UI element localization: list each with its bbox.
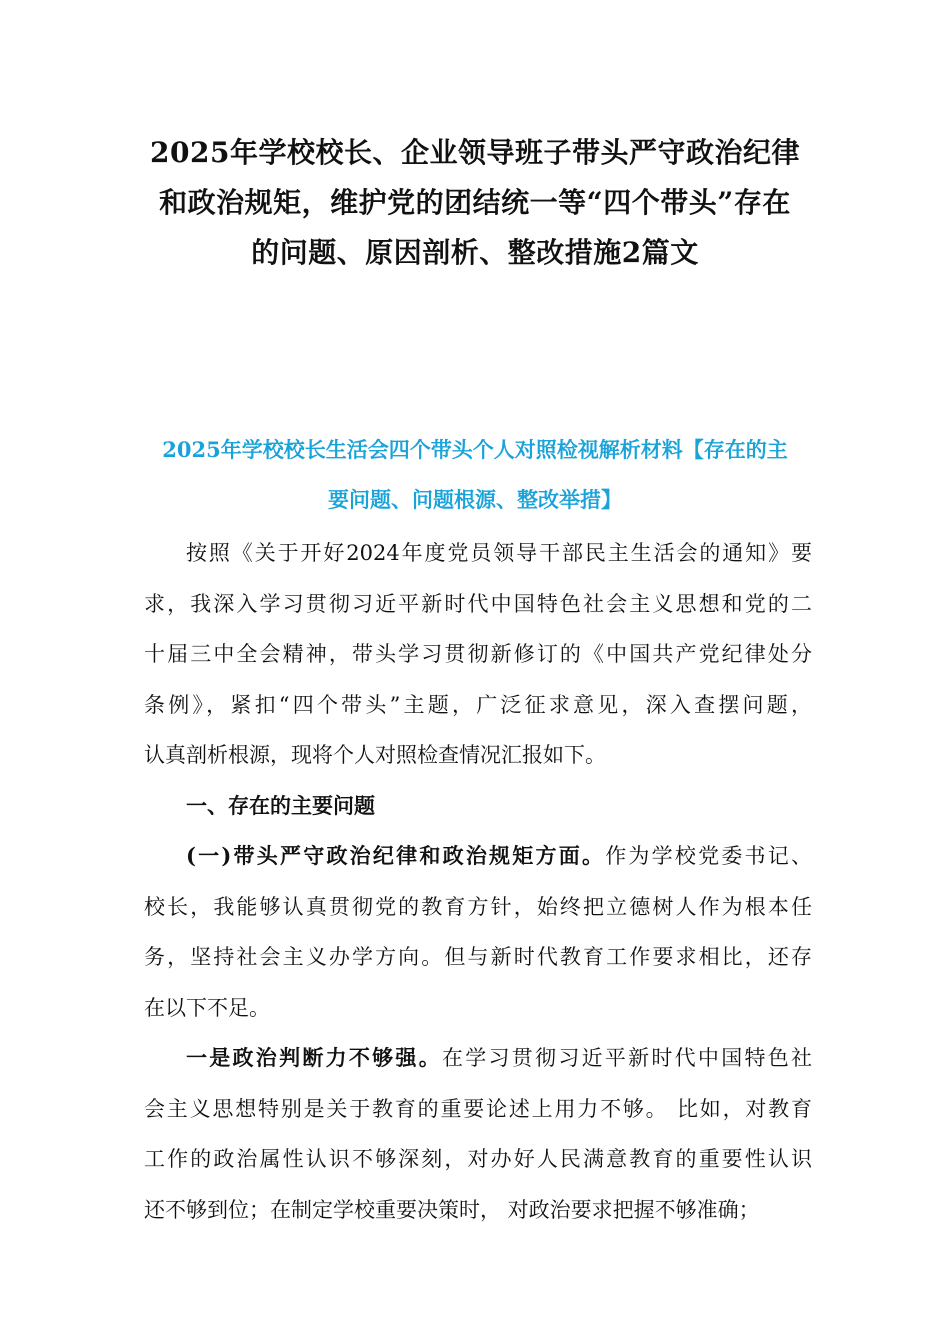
section-heading: 一、存在的主要问题 [186, 792, 375, 818]
subsection-line: 务，坚持社会主义办学方向。但与新时代教育工作要求相比，还存 [144, 945, 812, 969]
point-line: 还不够到位；在制定学校重要决策时， 对政治要求把握不够准确； [144, 1197, 760, 1222]
intro-line: 按照《关于开好2024年度党员领导干部民主生活会的通知》要 [186, 541, 812, 565]
point-heading: 一是政治判断力不够强。 [186, 1045, 442, 1070]
subsection-heading: (一)带头严守政治纪律和政治规矩方面。 [186, 843, 606, 868]
subtitle-line-2: 要问题、问题根源、整改举措】 [328, 487, 622, 512]
intro-line: 十届三中全会精神，带头学习贯彻新修订的《中国共产党纪律处分 [144, 642, 812, 666]
intro-line: 求，我深入学习贯彻习近平新时代中国特色社会主义思想和党的二 [144, 591, 812, 616]
article-subtitle [140, 425, 810, 525]
subtitle-line-1: 2025年学校校长生活会四个带头个人对照检视解析材料【存在的主 [162, 437, 788, 462]
title-line-3: 的问题、原因剖析、整改措施2篇文 [251, 236, 699, 269]
subsection-line: 在以下不足。 [144, 995, 270, 1020]
subsection-first-line [144, 831, 812, 882]
point-line: 工作的政治属性认识不够深刻，对办好人民满意教育的重要性认识 [144, 1147, 812, 1171]
document-title [130, 128, 820, 278]
document-body [144, 528, 812, 1235]
intro-line: 条例》，紧扣“四个带头”主题，广泛征求意见，深入查摆问题， [144, 692, 812, 717]
subsection-text: 作为学校党委书记、 [605, 844, 813, 868]
point-text: 在学习贯彻习近平新时代中国特色社 [441, 1046, 813, 1070]
title-line-1: 2025年学校校长、企业领导班子带头严守政治纪律 [150, 136, 800, 169]
subsection-line: 校长，我能够认真贯彻党的教育方针，始终把立德树人作为根本任 [144, 894, 812, 919]
point-line: 会主义思想特别是关于教育的重要论述上用力不够。 比如，对教育 [144, 1096, 812, 1121]
intro-line: 认真剖析根源，现将个人对照检查情况汇报如下。 [144, 743, 606, 767]
point-first-line [144, 1033, 812, 1084]
title-line-2: 和政治规矩，维护党的团结统一等“四个带头”存在 [159, 186, 791, 219]
